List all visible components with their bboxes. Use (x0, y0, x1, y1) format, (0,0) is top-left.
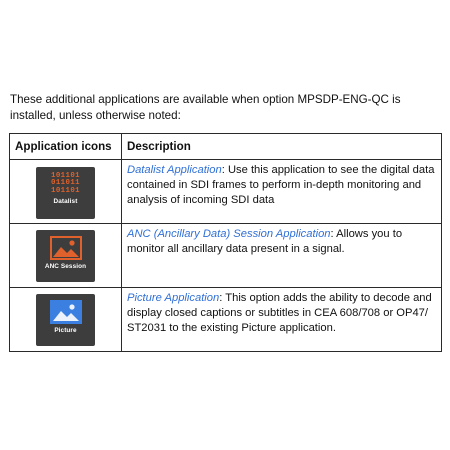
table-row (10, 224, 442, 288)
description-cell (122, 160, 442, 224)
icon-cell (10, 224, 122, 288)
anc-image-glyph (50, 236, 82, 260)
datalist-icon (36, 167, 95, 219)
table-row (10, 288, 442, 352)
anc-session-icon-label: ANC Session (44, 262, 87, 270)
table-row (10, 160, 442, 224)
picture-icon-label: Picture (54, 326, 77, 334)
anc-session-application-link[interactable]: ANC (Ancillary Data) Session Application (127, 228, 331, 240)
table-header-row (10, 134, 442, 160)
description-cell (122, 224, 442, 288)
icon-cell (10, 160, 122, 224)
column-header-icons: Application icons (10, 134, 122, 160)
picture-application-link[interactable]: Picture Application (127, 292, 220, 304)
anc-session-icon (36, 230, 95, 282)
picture-image-glyph (50, 300, 82, 324)
picture-icon (36, 294, 95, 346)
description-cell (122, 288, 442, 352)
column-header-description: Description (122, 134, 442, 160)
intro-paragraph: These additional applications are available when option MPSDP-ENG-QC is installed, unless otherwise noted: (10, 93, 401, 122)
datalist-application-link[interactable]: Datalist Application (127, 164, 222, 176)
icon-cell (10, 288, 122, 352)
applications-table (9, 133, 442, 352)
picture-description: : This option adds the ability to decode and display closed captions or subtitles in CEA 608/708 or OP47/ ST2031 to the existing Picture application. (127, 292, 432, 335)
datalist-icon-label: Datalist (53, 198, 78, 206)
datalist-bits: 101101 011011 101101 (50, 172, 80, 195)
datalist-description: : Use this application to see the digital data contained in SDI frames to perform in-depth monitoring and analysis of incoming SDI data (127, 164, 435, 207)
anc-session-description: : Allows you to monitor all ancillary data present in a signal. (127, 228, 403, 256)
